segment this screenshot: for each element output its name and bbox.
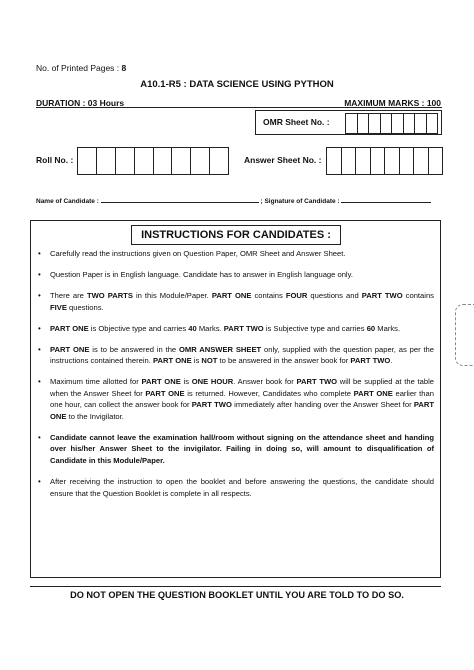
paper-title: A10.1-R5 : DATA SCIENCE USING PYTHON bbox=[140, 79, 334, 90]
instruction-text: immediately after handing over the Answer Sheet for bbox=[231, 400, 414, 410]
instructions-list bbox=[36, 248, 434, 509]
instruction-text: After receiving the instruction to open the booklet and before answering the questions, the candidate should ensure that the Question Booklet is complete in all respects. bbox=[50, 477, 434, 498]
instruction-text: . Answer book for bbox=[233, 377, 297, 387]
instruction-text: PART ONE bbox=[211, 290, 252, 300]
instruction-text: questions and bbox=[307, 290, 362, 300]
instruction-text: 60 bbox=[366, 323, 376, 333]
instruction-item bbox=[36, 476, 434, 499]
instruction-text: PART ONE bbox=[50, 344, 90, 354]
instruction-text: FOUR bbox=[285, 290, 308, 300]
bullet-icon: • bbox=[38, 477, 41, 487]
instruction-text: Marks. bbox=[375, 323, 401, 333]
instruction-text: OMR ANSWER SHEET bbox=[179, 344, 262, 354]
scan-edge-mark bbox=[455, 304, 474, 366]
answer-sheet-digit-box[interactable] bbox=[370, 148, 385, 174]
candidate-signature-field[interactable] bbox=[341, 202, 431, 203]
bullet-icon: • bbox=[38, 269, 41, 279]
roll-digit-box[interactable] bbox=[115, 148, 134, 174]
instruction-text: is bbox=[180, 377, 192, 387]
instruction-item bbox=[36, 432, 434, 467]
instruction-text: PART ONE bbox=[50, 400, 434, 421]
bullet-icon: • bbox=[38, 249, 41, 258]
bullet-icon: • bbox=[38, 432, 41, 442]
omr-digit-box[interactable] bbox=[414, 114, 426, 133]
printed-pages-value: 8 bbox=[121, 63, 127, 73]
header-divider bbox=[36, 107, 442, 108]
candidate-signature-label: Signature of Candidate : bbox=[264, 198, 340, 205]
instruction-text: 40 bbox=[188, 323, 197, 333]
omr-digit-box[interactable] bbox=[426, 114, 438, 133]
instruction-text: to the Invigilator. bbox=[66, 411, 124, 421]
omr-digit-box[interactable] bbox=[346, 114, 357, 133]
instruction-text: PART ONE bbox=[353, 388, 393, 398]
omr-digit-box[interactable] bbox=[357, 114, 369, 133]
instruction-item bbox=[36, 344, 434, 367]
instruction-text: Question Paper is in English language. Candidate has to answer in English language only. bbox=[50, 269, 353, 279]
instruction-text: PART ONE bbox=[153, 356, 192, 366]
instruction-text: contains bbox=[251, 290, 286, 300]
instruction-item bbox=[36, 269, 434, 281]
answer-sheet-digit-box[interactable] bbox=[428, 148, 443, 174]
roll-digit-box[interactable] bbox=[153, 148, 172, 174]
instruction-text: earlier than one hour, can collect the answer book for bbox=[50, 388, 434, 410]
instruction-text: PART ONE bbox=[50, 323, 89, 333]
instruction-text: PART ONE bbox=[141, 377, 181, 387]
answer-sheet-digit-box[interactable] bbox=[413, 148, 428, 174]
answer-sheet-digit-box[interactable] bbox=[355, 148, 370, 174]
instruction-text: in this Module/Paper. bbox=[132, 290, 212, 300]
roll-number-field[interactable] bbox=[77, 147, 229, 175]
answer-sheet-digit-box[interactable] bbox=[384, 148, 399, 174]
instruction-text: contains bbox=[402, 290, 434, 300]
candidate-separator: ; bbox=[260, 198, 263, 205]
roll-number-label: Roll No. : bbox=[36, 155, 74, 165]
instruction-text: Maximum time allotted for bbox=[50, 377, 142, 387]
bullet-icon: • bbox=[38, 290, 41, 300]
omr-digit-box[interactable] bbox=[368, 114, 380, 133]
instruction-text: questions. bbox=[66, 302, 104, 312]
instruction-text: is bbox=[191, 356, 202, 366]
instruction-text: TWO PARTS bbox=[86, 290, 133, 300]
instruction-text: to be answered in the answer book for bbox=[217, 356, 351, 366]
instruction-item bbox=[36, 323, 434, 335]
instruction-text: There are bbox=[50, 290, 87, 300]
omr-sheet-number-field[interactable] bbox=[345, 113, 438, 134]
instruction-item bbox=[36, 376, 434, 422]
bullet-icon: • bbox=[38, 344, 41, 354]
instruction-text: ONE HOUR bbox=[191, 377, 234, 387]
instruction-text: PART TWO bbox=[350, 356, 391, 366]
answer-sheet-number-field[interactable] bbox=[326, 147, 443, 175]
instruction-text: PART TWO bbox=[296, 377, 338, 387]
roll-digit-box[interactable] bbox=[171, 148, 190, 174]
instruction-text: is Subjective type and carries bbox=[263, 323, 367, 333]
instruction-text: PART TWO bbox=[223, 323, 264, 333]
candidate-row bbox=[36, 198, 431, 205]
answer-sheet-digit-box[interactable] bbox=[399, 148, 414, 174]
instruction-text: NOT bbox=[201, 356, 218, 366]
instruction-text: Marks. bbox=[196, 323, 224, 333]
instruction-text: . bbox=[390, 356, 393, 366]
instruction-text: FIVE bbox=[50, 302, 67, 312]
roll-digit-box[interactable] bbox=[134, 148, 153, 174]
duration: DURATION : 03 Hours bbox=[36, 98, 125, 108]
instruction-text: is to be answered in the bbox=[89, 344, 179, 354]
bullet-icon: • bbox=[38, 377, 41, 387]
roll-digit-box[interactable] bbox=[96, 148, 115, 174]
instruction-text: PART ONE bbox=[145, 388, 185, 398]
instructions-title: INSTRUCTIONS FOR CANDIDATES : bbox=[131, 225, 341, 245]
footer-warning: DO NOT OPEN THE QUESTION BOOKLET UNTIL YOU ARE TOLD TO DO SO. bbox=[70, 590, 404, 600]
omr-digit-box[interactable] bbox=[380, 114, 392, 133]
candidate-name-label: Name of Candidate : bbox=[36, 198, 99, 205]
footer-divider bbox=[30, 586, 441, 587]
omr-sheet-label: OMR Sheet No. : bbox=[263, 117, 330, 127]
instruction-text: PART TWO bbox=[361, 290, 403, 300]
answer-sheet-label: Answer Sheet No. : bbox=[244, 155, 322, 165]
printed-pages bbox=[36, 63, 126, 73]
instruction-text: Carefully read the instructions given on Question Paper, OMR Sheet and Answer Sheet. bbox=[50, 249, 346, 258]
roll-digit-box[interactable] bbox=[209, 148, 228, 174]
maximum-marks: MAXIMUM MARKS : 100 bbox=[344, 98, 441, 108]
roll-digit-box[interactable] bbox=[190, 148, 209, 174]
instruction-text: is returned. However, Candidates who complete bbox=[184, 388, 354, 398]
instruction-item bbox=[36, 248, 434, 260]
answer-sheet-digit-box[interactable] bbox=[341, 148, 356, 174]
roll-digit-box[interactable] bbox=[78, 148, 96, 174]
printed-pages-label: No. of Printed Pages : bbox=[36, 63, 120, 73]
answer-sheet-digit-box[interactable] bbox=[327, 148, 341, 174]
omr-digit-box[interactable] bbox=[391, 114, 403, 133]
candidate-name-field[interactable] bbox=[101, 202, 259, 203]
instruction-text: only, supplied with the question paper, as per the instructions contained therein. bbox=[50, 344, 434, 366]
omr-digit-box[interactable] bbox=[403, 114, 415, 133]
instruction-text: PART TWO bbox=[191, 400, 232, 410]
instruction-text: Candidate cannot leave the examination hall/room without signing on the attendance sheet and handing over his/her Answer Sheet to the invigilator. Failing in doing so, will amount to disqualification of Candidate in this Module/Paper. bbox=[50, 432, 434, 466]
instruction-text: will be supplied at the table when the Answer Sheet for bbox=[50, 377, 435, 398]
instruction-item bbox=[36, 290, 434, 313]
bullet-icon: • bbox=[38, 323, 41, 333]
instruction-text: is Objective type and carries bbox=[88, 323, 189, 333]
